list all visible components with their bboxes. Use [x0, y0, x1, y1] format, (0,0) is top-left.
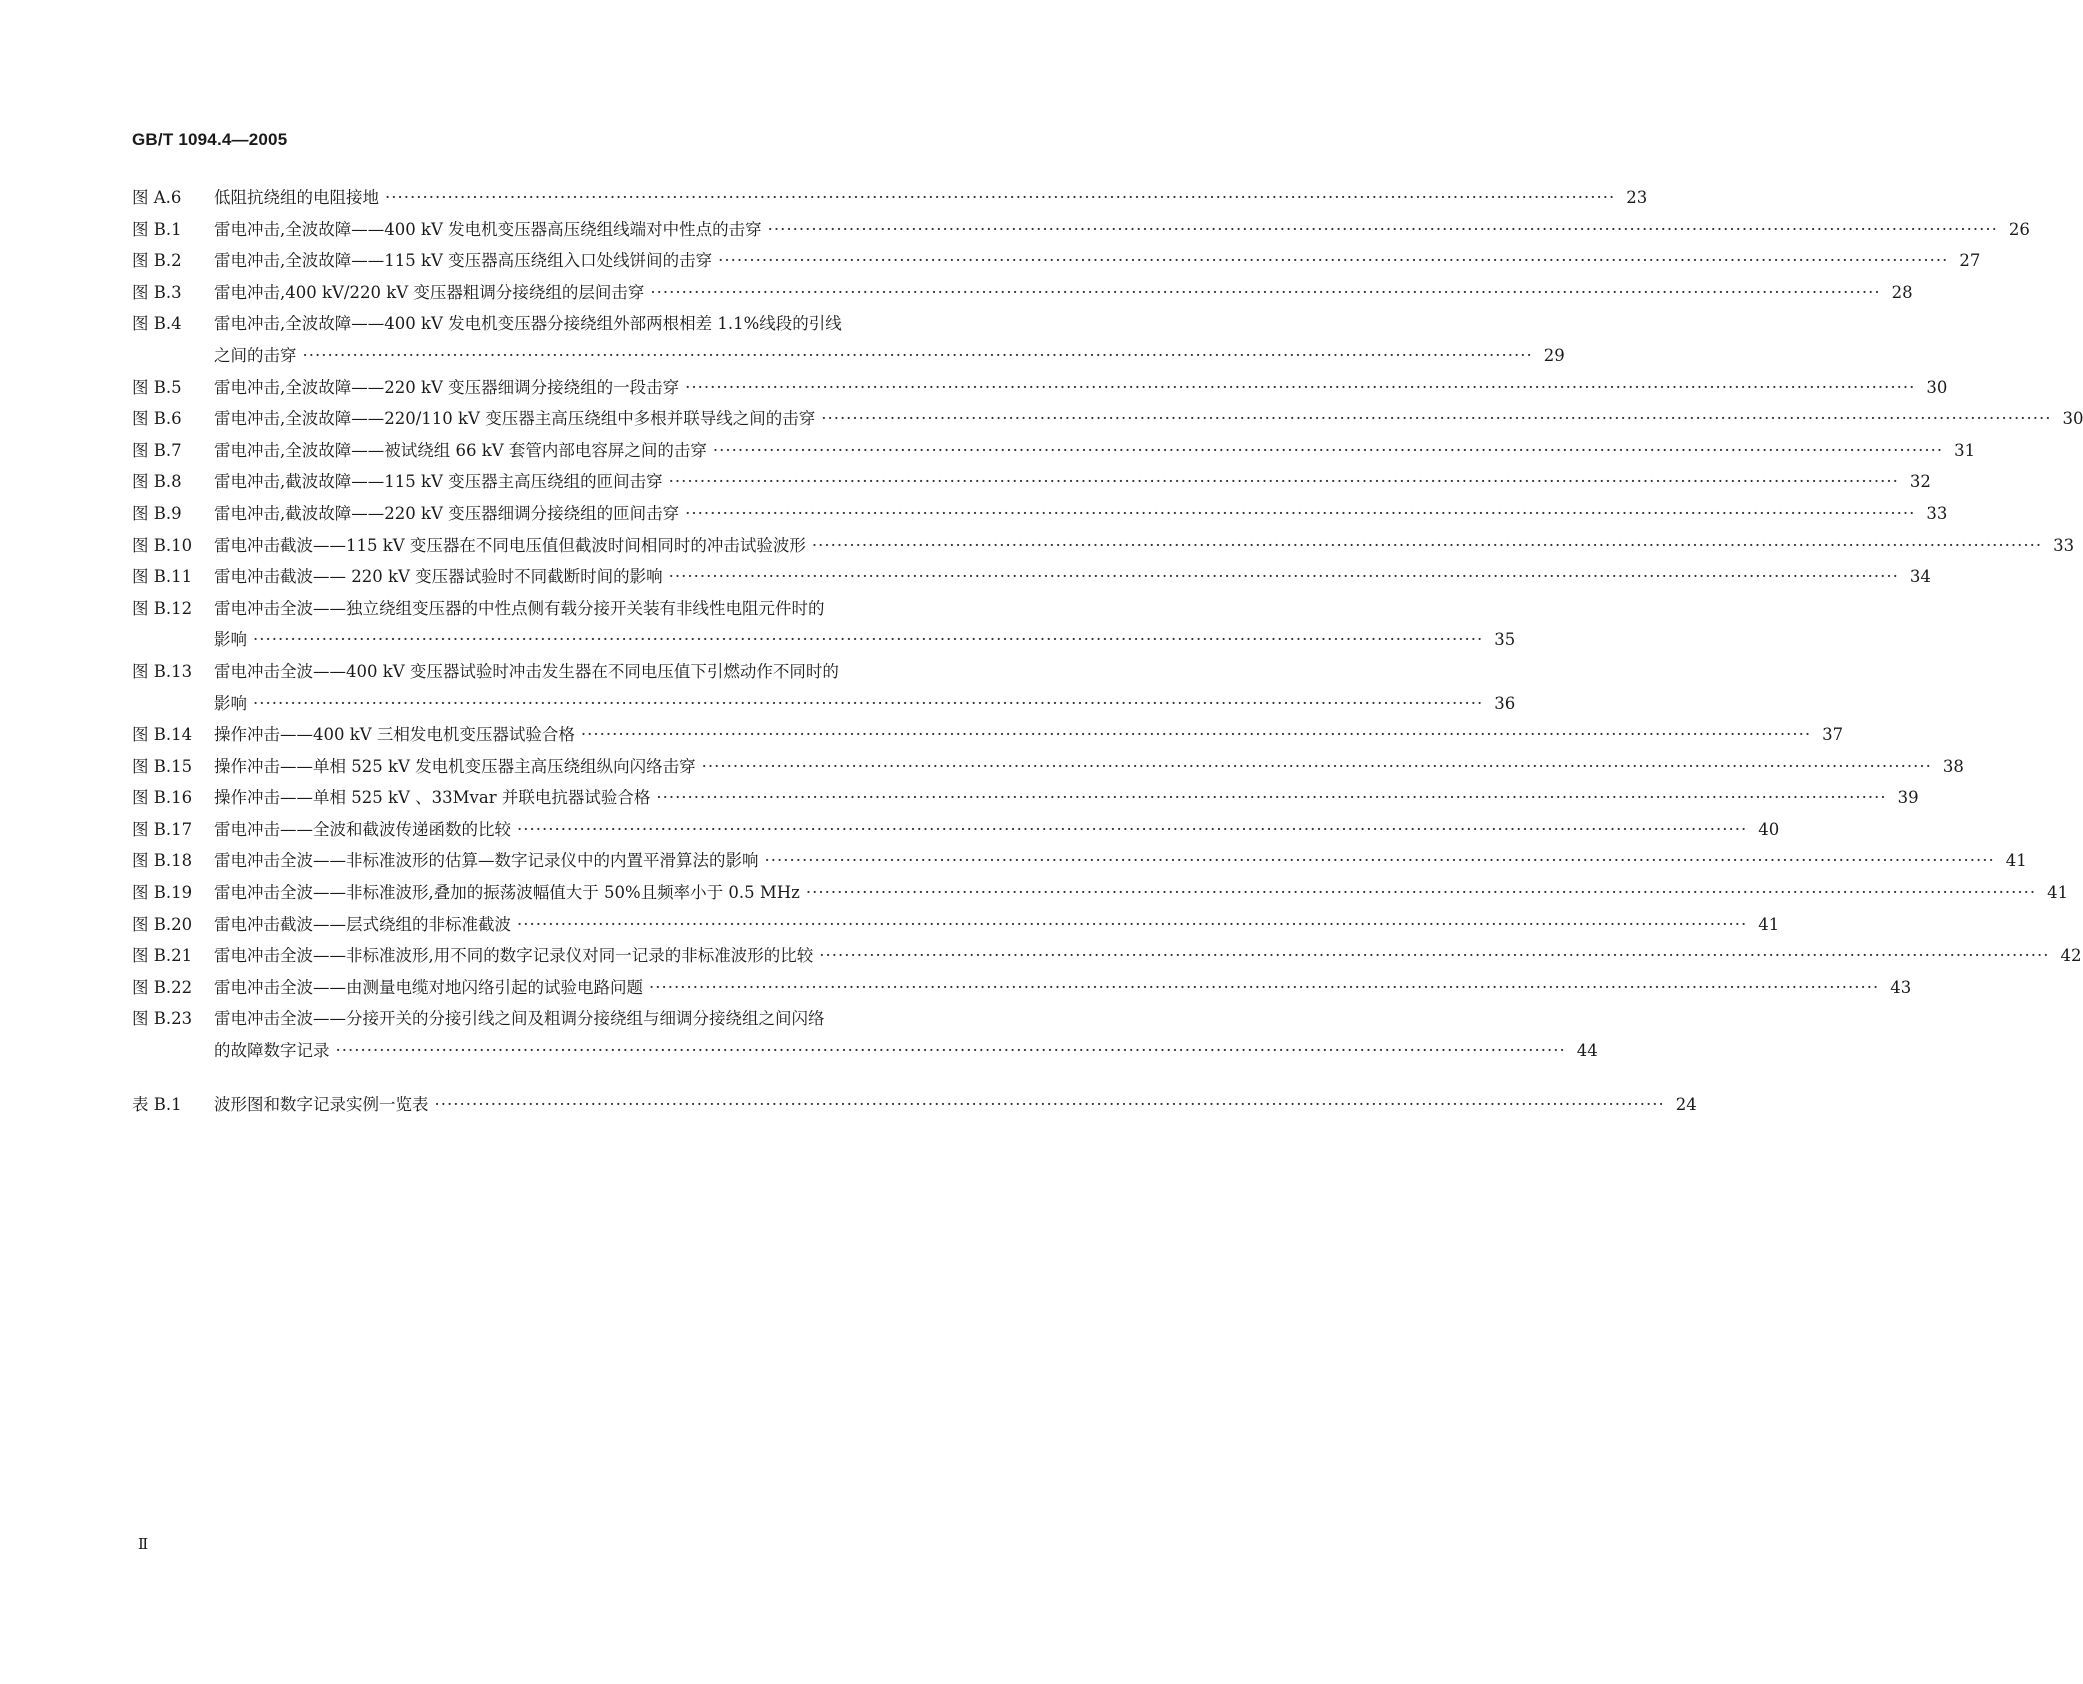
- toc-page-number: 27: [1959, 251, 1981, 271]
- toc-figure-entry[interactable]: [132, 845, 2027, 877]
- toc-entry-title: 雷电冲击,截波故障——220 kV 变压器细调分接绕组的匝间击穿: [214, 503, 680, 523]
- toc-entry-number: 图 B.15: [132, 756, 193, 776]
- toc-entry-number: 图 A.6: [132, 188, 182, 207]
- figure-toc: [132, 182, 2083, 1120]
- toc-figure-entry[interactable]: [132, 782, 1919, 814]
- toc-entry-number: 图 B.18: [132, 851, 193, 871]
- page-number: Ⅱ: [138, 1535, 149, 1553]
- toc-figure-entry[interactable]: [132, 814, 1780, 846]
- dot-leader: [649, 972, 1879, 1004]
- dot-leader: [385, 182, 1615, 214]
- toc-entry-title: 低阻抗绕组的电阻接地: [214, 188, 379, 207]
- toc-entry-title: 雷电冲击,全波故障——被试绕组 66 kV 套管内部电容屏之间的击穿: [214, 440, 707, 460]
- toc-entry-title: 雷电冲击,全波故障——400 kV 发电机变压器分接绕组外部两根相差 1.1%线段的引线: [214, 314, 842, 334]
- dot-leader: [253, 624, 1483, 656]
- toc-entry-title: 雷电冲击全波——非标准波形的估算—数字记录仪中的内置平滑算法的影响: [214, 851, 759, 871]
- toc-entry-number: 图 B.16: [132, 788, 193, 808]
- toc-entry-title: 雷电冲击全波——400 kV 变压器试验时冲击发生器在不同电压值下引燃动作不同时的: [214, 661, 839, 681]
- dot-leader: [253, 688, 1483, 720]
- toc-figure-entry[interactable]: [132, 214, 2030, 246]
- toc-page-number: 44: [1576, 1041, 1598, 1061]
- toc-figure-entry[interactable]: [132, 656, 1516, 719]
- toc-figure-entry[interactable]: [132, 372, 1948, 404]
- section-gap: [132, 1067, 1060, 1089]
- toc-page-number: 43: [1890, 977, 1912, 997]
- toc-entry-title: 雷电冲击,截波故障——115 kV 变压器主高压绕组的匝间击穿: [214, 472, 663, 492]
- toc-entry-number: 图 B.14: [132, 725, 193, 745]
- toc-figure-entry[interactable]: [132, 466, 1931, 498]
- toc-entry-title: 雷电冲击全波——非标准波形,用不同的数字记录仪对同一记录的非标准波形的比较: [214, 946, 814, 966]
- toc-page-number: 41: [2005, 851, 2027, 871]
- toc-entry-number: 图 B.5: [132, 377, 182, 397]
- dot-leader: [435, 1089, 1665, 1121]
- dot-leader: [765, 845, 1995, 877]
- toc-figure-entry[interactable]: [132, 308, 1565, 371]
- toc-entry-title: 的故障数字记录: [214, 1041, 330, 1061]
- dot-leader: [685, 498, 1915, 530]
- toc-table-entry[interactable]: [132, 1089, 1697, 1121]
- toc-entry-number: 图 B.7: [132, 440, 182, 460]
- toc-page-number: 39: [1897, 788, 1919, 808]
- toc-entry-number: 图 B.4: [132, 314, 182, 334]
- dot-leader: [656, 782, 1886, 814]
- dot-leader: [819, 940, 2049, 972]
- toc-entry-number: 图 B.9: [132, 503, 182, 523]
- toc-entry-title: 操作冲击——400 kV 三相发电机变压器试验合格: [214, 725, 575, 745]
- toc-entry-number: 图 B.10: [132, 535, 193, 555]
- toc-entry-title: 雷电冲击全波——由测量电缆对地闪络引起的试验电路问题: [214, 977, 643, 997]
- toc-figure-entry[interactable]: [132, 972, 1912, 1004]
- toc-figure-entry[interactable]: [132, 530, 2075, 562]
- toc-figure-entry[interactable]: [132, 877, 2069, 909]
- dot-leader: [517, 814, 1747, 846]
- toc-figure-entry[interactable]: [132, 182, 1648, 214]
- dot-leader: [581, 719, 1811, 751]
- toc-entry-number: 图 B.2: [132, 251, 182, 271]
- dot-leader: [303, 340, 1533, 372]
- toc-entry-number: 图 B.20: [132, 914, 193, 934]
- toc-entry-number: 图 B.13: [132, 661, 193, 681]
- toc-entry-number: 表 B.1: [132, 1094, 182, 1114]
- toc-figure-entry[interactable]: [132, 751, 1964, 783]
- toc-page-number: 33: [1926, 503, 1948, 523]
- toc-entry-number: 图 B.17: [132, 819, 193, 839]
- toc-entry-title: 影响: [214, 693, 247, 713]
- toc-entry-title: 操作冲击——单相 525 kV 、33Mvar 并联电抗器试验合格: [214, 788, 651, 808]
- toc-page-number: 31: [1954, 440, 1976, 460]
- dot-leader: [718, 245, 1948, 277]
- toc-page-number: 30: [2062, 409, 2083, 429]
- toc-page-number: 34: [1909, 567, 1931, 587]
- toc-entry-title: 雷电冲击——全波和截波传递函数的比较: [214, 819, 511, 839]
- toc-figure-entry[interactable]: [132, 561, 1931, 593]
- toc-figure-entry[interactable]: [132, 940, 2082, 972]
- toc-figure-entry[interactable]: [132, 719, 1844, 751]
- toc-figure-entry[interactable]: [132, 435, 1976, 467]
- toc-figure-entry[interactable]: [132, 403, 2083, 435]
- toc-entry-number: 图 B.21: [132, 946, 193, 966]
- toc-entry-title: 雷电冲击,全波故障——400 kV 发电机变压器高压绕组线端对中性点的击穿: [214, 219, 762, 239]
- toc-entry-title: 操作冲击——单相 525 kV 发电机变压器主高压绕组纵向闪络击穿: [214, 756, 696, 776]
- dot-leader: [669, 561, 1899, 593]
- dot-leader: [336, 1035, 1566, 1067]
- toc-entry-title: 雷电冲击全波——非标准波形,叠加的振荡波幅值大于 50%且频率小于 0.5 MHz: [214, 883, 800, 903]
- toc-page-number: 35: [1494, 630, 1516, 650]
- toc-page-number: 24: [1675, 1094, 1697, 1114]
- toc-entry-title: 雷电冲击截波—— 220 kV 变压器试验时不同截断时间的影响: [214, 567, 663, 587]
- toc-entry-title: 之间的击穿: [214, 345, 297, 365]
- toc-entry-number: 图 B.12: [132, 598, 193, 618]
- toc-page-number: 40: [1758, 819, 1780, 839]
- toc-entry-title: 雷电冲击全波——独立绕组变压器的中性点侧有载分接开关装有非线性电阻元件时的: [214, 598, 825, 618]
- toc-entry-title: 波形图和数字记录实例一览表: [214, 1094, 429, 1114]
- toc-page-number: 32: [1909, 472, 1931, 492]
- toc-entry-number: 图 B.3: [132, 282, 182, 302]
- toc-entry-number: 图 B.6: [132, 409, 182, 429]
- dot-leader: [768, 214, 1998, 246]
- document-code: GB/T 1094.4—2005: [132, 130, 288, 149]
- toc-page-number: 41: [1758, 914, 1780, 934]
- toc-entry-title: 影响: [214, 630, 247, 650]
- toc-page-number: 36: [1494, 693, 1516, 713]
- toc-entry-number: 图 B.11: [132, 567, 193, 587]
- toc-figure-entry[interactable]: [132, 593, 1516, 656]
- toc-page-number: 33: [2053, 535, 2075, 555]
- toc-page-number: 29: [1543, 345, 1565, 365]
- toc-figure-entry[interactable]: [132, 498, 1948, 530]
- dot-leader: [517, 909, 1747, 941]
- toc-entry-number: 图 B.8: [132, 472, 182, 492]
- toc-page-number: 26: [2008, 219, 2030, 239]
- dot-leader: [812, 530, 2042, 562]
- toc-entry-number: 图 B.19: [132, 883, 193, 903]
- toc-entry-title: 雷电冲击截波——115 kV 变压器在不同电压值但截波时间相同时的冲击试验波形: [214, 535, 806, 555]
- dot-leader: [806, 877, 2036, 909]
- toc-figure-entry[interactable]: [132, 909, 1780, 941]
- toc-entry-title: 雷电冲击全波——分接开关的分接引线之间及粗调分接绕组与细调分接绕组之间闪络: [214, 1009, 825, 1029]
- toc-page-number: 23: [1626, 188, 1648, 207]
- toc-page-number: 28: [1891, 282, 1913, 302]
- dot-leader: [669, 466, 1899, 498]
- toc-figure-entry[interactable]: [132, 245, 1981, 277]
- toc-page-number: 38: [1942, 756, 1964, 776]
- toc-figure-entry[interactable]: [132, 277, 1913, 309]
- dot-leader: [685, 372, 1915, 404]
- toc-entry-title: 雷电冲击截波——层式绕组的非标准截波: [214, 914, 511, 934]
- toc-entry-number: 图 B.23: [132, 1009, 193, 1029]
- dot-leader: [821, 403, 2051, 435]
- dot-leader: [650, 277, 1880, 309]
- toc-entry-title: 雷电冲击,全波故障——220/110 kV 变压器主高压绕组中多根并联导线之间的击穿: [214, 409, 816, 429]
- toc-page-number: 37: [1822, 725, 1844, 745]
- toc-page-number: 41: [2047, 883, 2069, 903]
- dot-leader: [702, 751, 1932, 783]
- toc-entry-title: 雷电冲击,400 kV/220 kV 变压器粗调分接绕组的层间击穿: [214, 282, 645, 302]
- toc-page-number: 30: [1926, 377, 1948, 397]
- toc-figure-entry[interactable]: [132, 1003, 1598, 1066]
- dot-leader: [713, 435, 1943, 467]
- toc-page-number: 42: [2060, 946, 2082, 966]
- toc-entry-title: 雷电冲击,全波故障——115 kV 变压器高压绕组入口处线饼间的击穿: [214, 251, 713, 271]
- toc-entry-title: 雷电冲击,全波故障——220 kV 变压器细调分接绕组的一段击穿: [214, 377, 680, 397]
- toc-entry-number: 图 B.1: [132, 219, 182, 239]
- toc-entry-number: 图 B.22: [132, 977, 193, 997]
